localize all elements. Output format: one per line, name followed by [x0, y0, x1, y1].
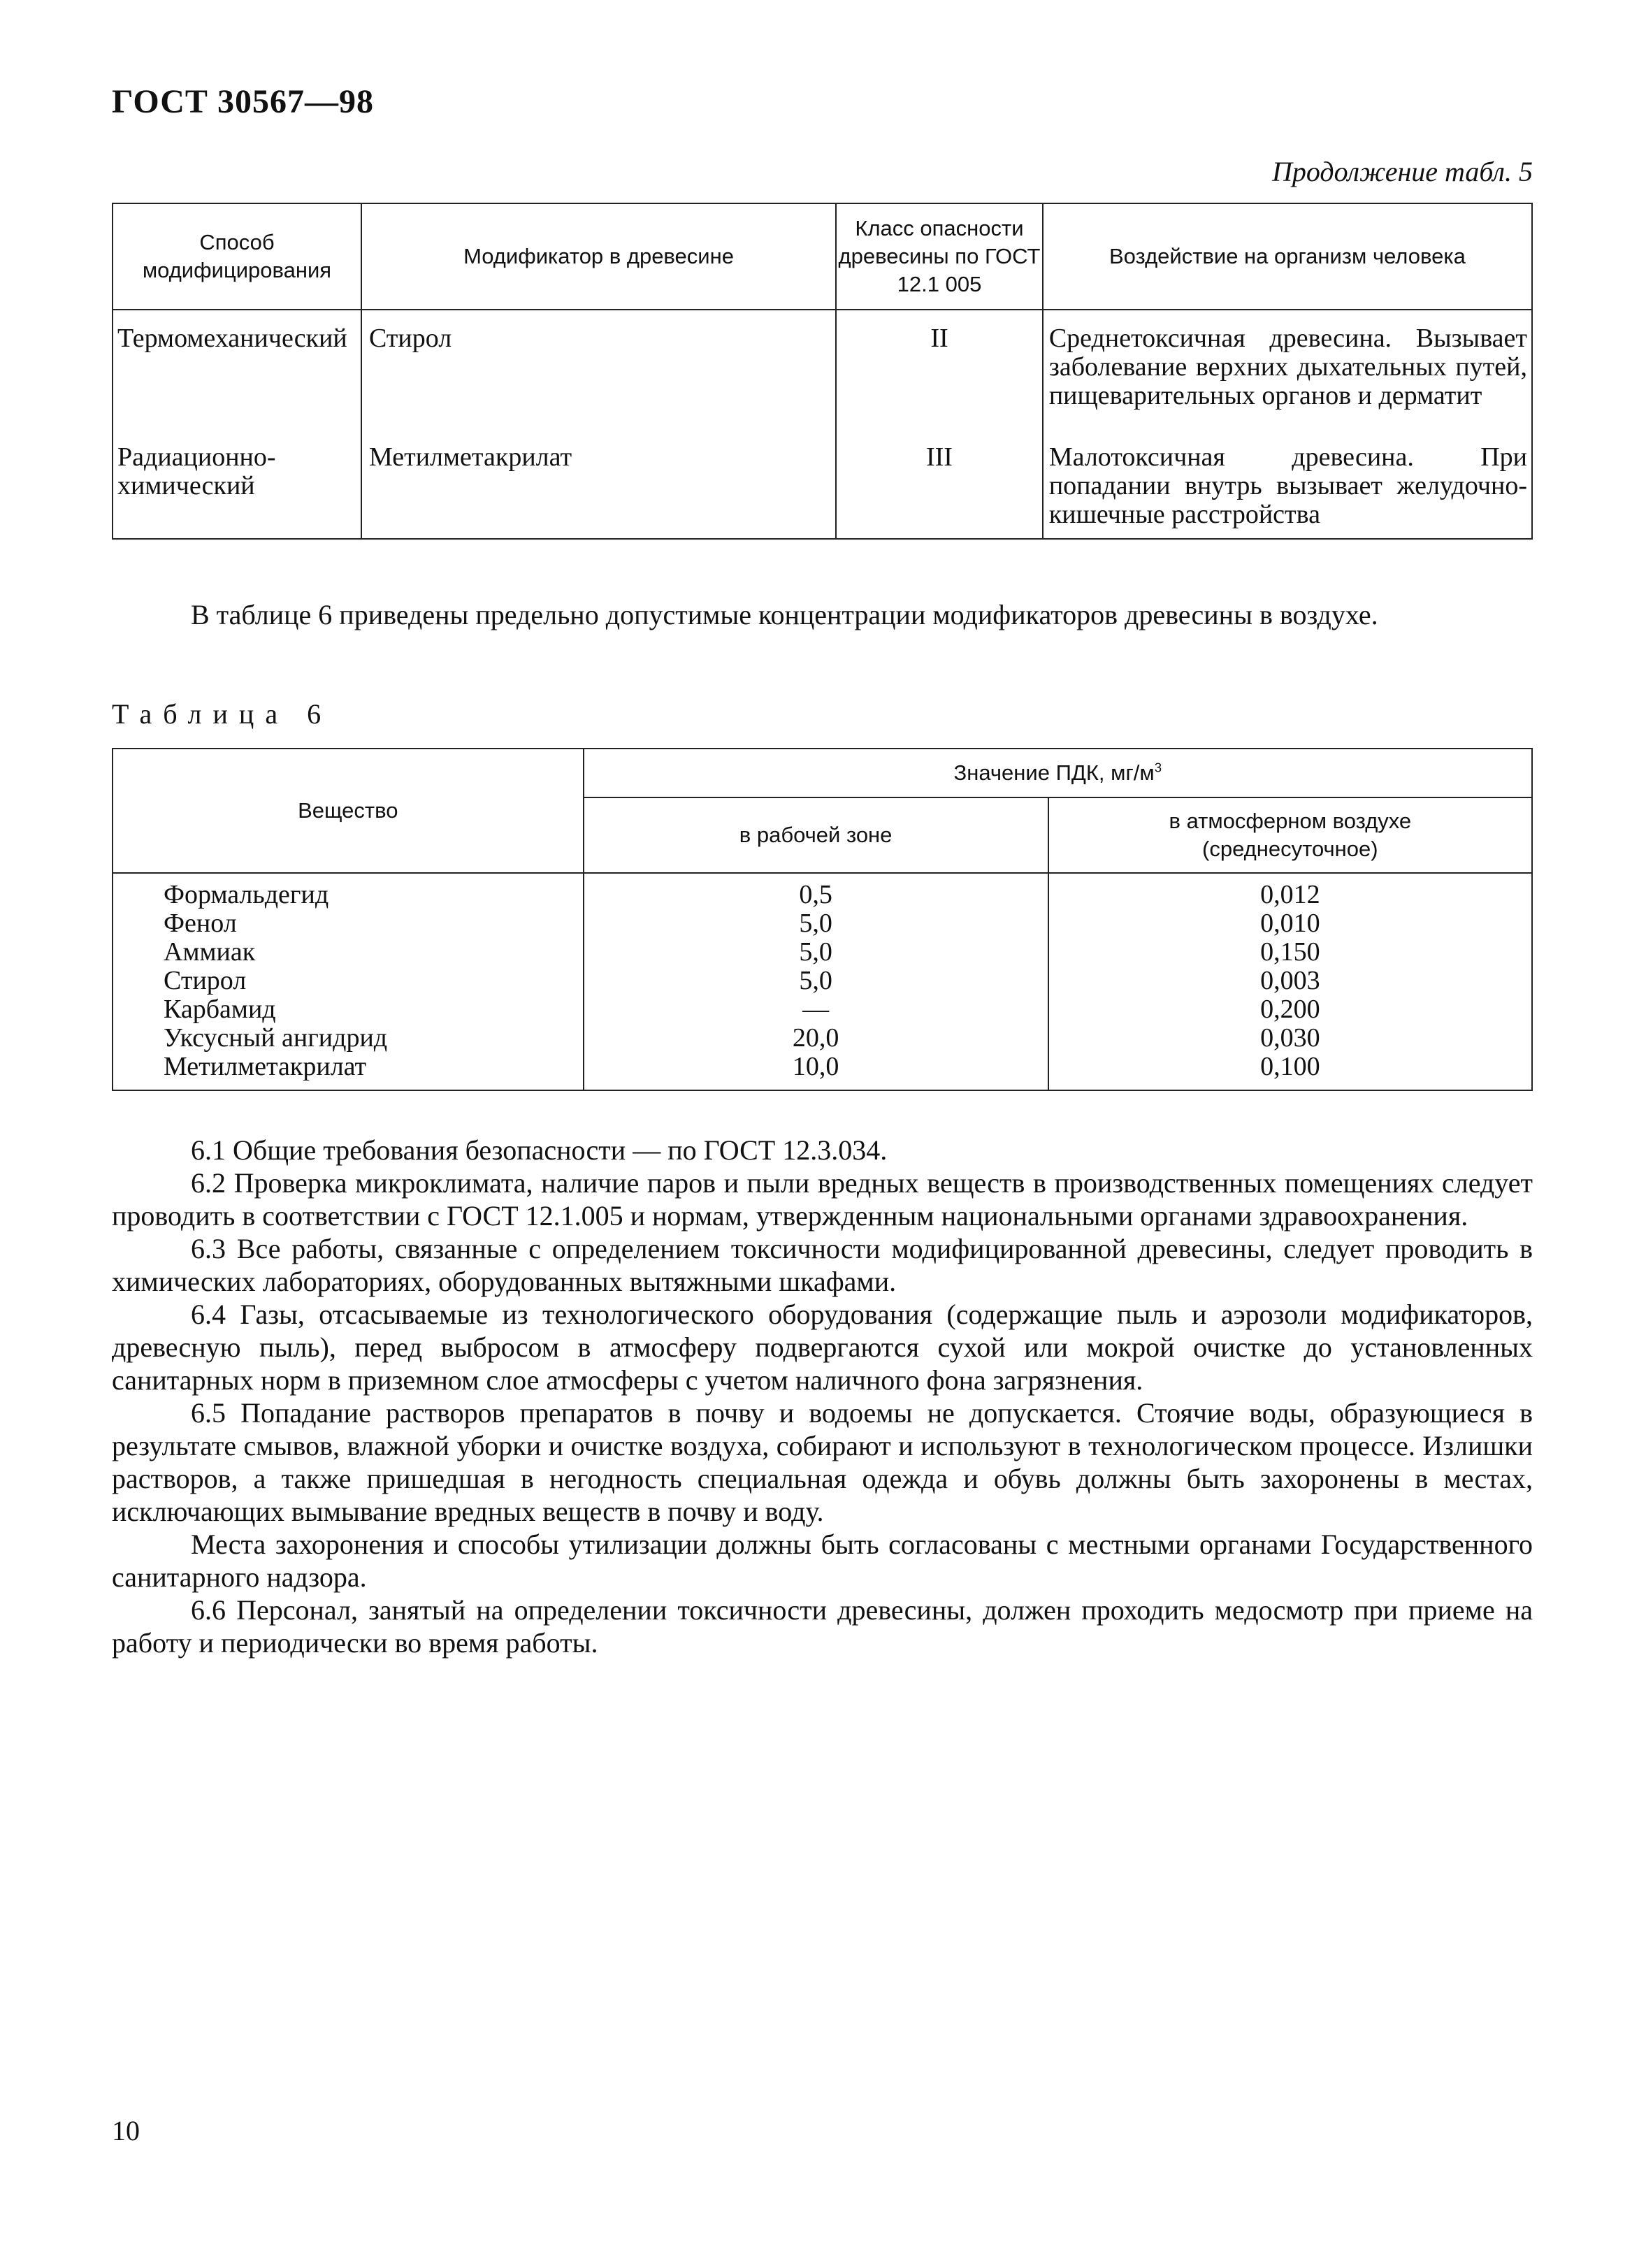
t5-cell-modifier: Метилметакрилат [361, 443, 836, 539]
t6-atmosphere-column [1048, 873, 1532, 1090]
t6-header-pdk [584, 749, 1532, 797]
t6-work-zone-value: — [802, 995, 830, 1024]
paragraph-6-3: 6.3 Все работы, связанные с определением токсичности модифицированной древесины, следует проводить в химических лабораториях, оборудованных вытяжными шкафами. [112, 1233, 1533, 1297]
table-row [113, 310, 1532, 443]
t6-substance: Фенол [164, 909, 237, 938]
t5-cell-method: Термомеханический [113, 310, 361, 443]
t6-header-atmosphere-line2: (среднесуточное) [1202, 837, 1378, 861]
page-number: 10 [112, 2115, 140, 2146]
safety-requirements-text [112, 1134, 1533, 1659]
t5-header-effect: Воздействие на организм человека [1043, 203, 1532, 310]
t5-cell-modifier: Стирол [361, 310, 836, 443]
paragraph-6-2: 6.2 Проверка микроклимата, наличие паров и пыли вредных веществ в производственных помещениях следует проводить в соответствии с ГОСТ 12.1.005 и нормам, утвержденным национальными органами здравоохранения. [112, 1167, 1533, 1231]
table-6-intro-paragraph: В таблице 6 приведены предельно допустимые концентрации модификаторов древесины в воздухе. [191, 599, 1378, 630]
table-6-caption: Таблица 6 [112, 698, 333, 730]
t6-work-zone-value: 5,0 [799, 937, 832, 967]
t6-header-substance: Вещество [113, 749, 584, 873]
t6-substance: Аммиак [164, 937, 256, 967]
t6-substance: Формальдегид [164, 880, 329, 909]
t5-cell-effect: Среднетоксичная древесина. Вызывает заболевание верхних дыхательных путей, пищеварительных органов и дерматит [1043, 310, 1532, 443]
t6-header-atmosphere-line1: в атмосферном воздухе [1169, 809, 1412, 833]
t6-header-atmosphere [1048, 797, 1532, 873]
table-5 [112, 203, 1533, 540]
t6-substance: Карбамид [164, 995, 276, 1024]
t6-work-zone-value: 20,0 [792, 1023, 839, 1053]
standard-title: ГОСТ 30567—98 [112, 83, 374, 120]
t5-cell-hazard-class: III [836, 443, 1043, 539]
table-continuation-note: Продолжение табл. 5 [1271, 156, 1533, 187]
table-6 [112, 748, 1533, 1091]
paragraph-6-1: 6.1 Общие требования безопасности — по ГОСТ 12.3.034. [191, 1134, 888, 1166]
t6-atmosphere-value: 0,012 [1260, 880, 1320, 909]
t6-substance: Метилметакрилат [164, 1052, 367, 1081]
t6-atmosphere-value: 0,200 [1260, 995, 1320, 1024]
t5-header-hazard-class: Класс опасности древесины по ГОСТ 12.1 005 [836, 203, 1043, 310]
t6-work-zone-column [584, 873, 1048, 1090]
t5-cell-method: Радиационно-химический [113, 443, 361, 539]
t6-substance: Стирол [164, 966, 247, 995]
t6-atmosphere-value: 0,010 [1260, 909, 1320, 938]
t6-work-zone-value: 10,0 [792, 1052, 839, 1081]
table-row [113, 443, 1532, 539]
t5-cell-hazard-class: II [836, 310, 1043, 443]
t5-header-modifier: Модификатор в древесине [361, 203, 836, 310]
paragraph-6-6: 6.6 Персонал, занятый на определении токсичности древесины, должен проходить медосмотр при приеме на работу и периодически во время работы. [112, 1594, 1533, 1659]
paragraph-6-5-burial: Места захоронения и способы утилизации должны быть согласованы с местными органами Государственного санитарного надзора. [112, 1529, 1533, 1593]
table-row [113, 873, 1532, 1090]
t6-header-pdk-label: Значение ПДК, мг/м [953, 760, 1155, 785]
t6-atmosphere-value: 0,150 [1260, 937, 1320, 967]
paragraph-6-5: 6.5 Попадание растворов препаратов в почву и водоемы не допускается. Стоячие воды, образующиеся в результате смывов, влажной уборки и очистке воздуха, собирают и используют в технологическом процессе. Излишки растворов, а также пришедшая в негодность специальная одежда и обувь должны быть захоронены в местах, исключающих вымывание вредных веществ в почву и воду. [112, 1397, 1533, 1527]
t6-atmosphere-value: 0,030 [1260, 1023, 1320, 1053]
t6-atmosphere-value: 0,003 [1260, 966, 1320, 995]
t6-work-zone-value: 5,0 [799, 909, 832, 938]
t6-substance-column [113, 873, 584, 1090]
t6-header-pdk-sup: 3 [1154, 760, 1162, 775]
t6-atmosphere-value: 0,100 [1260, 1052, 1320, 1081]
t5-cell-effect: Малотоксичная древесина. При попадании внутрь вызывает желудочно-кишечные расстройства [1043, 443, 1532, 539]
paragraph-6-4: 6.4 Газы, отсасываемые из технологического оборудования (содержащие пыль и аэрозоли модификаторов, древесную пыль), перед выбросом в атмосферу подвергаются сухой или мокрой очистке до установленных санитарных норм в приземном слое атмосферы с учетом наличного фона загрязнения. [112, 1299, 1533, 1396]
t6-work-zone-value: 5,0 [799, 966, 832, 995]
t6-substance: Уксусный ангидрид [164, 1023, 388, 1053]
t6-header-work-zone: в рабочей зоне [584, 797, 1048, 873]
t5-header-method: Способ модифицирования [113, 203, 361, 310]
t6-work-zone-value: 0,5 [799, 880, 832, 909]
